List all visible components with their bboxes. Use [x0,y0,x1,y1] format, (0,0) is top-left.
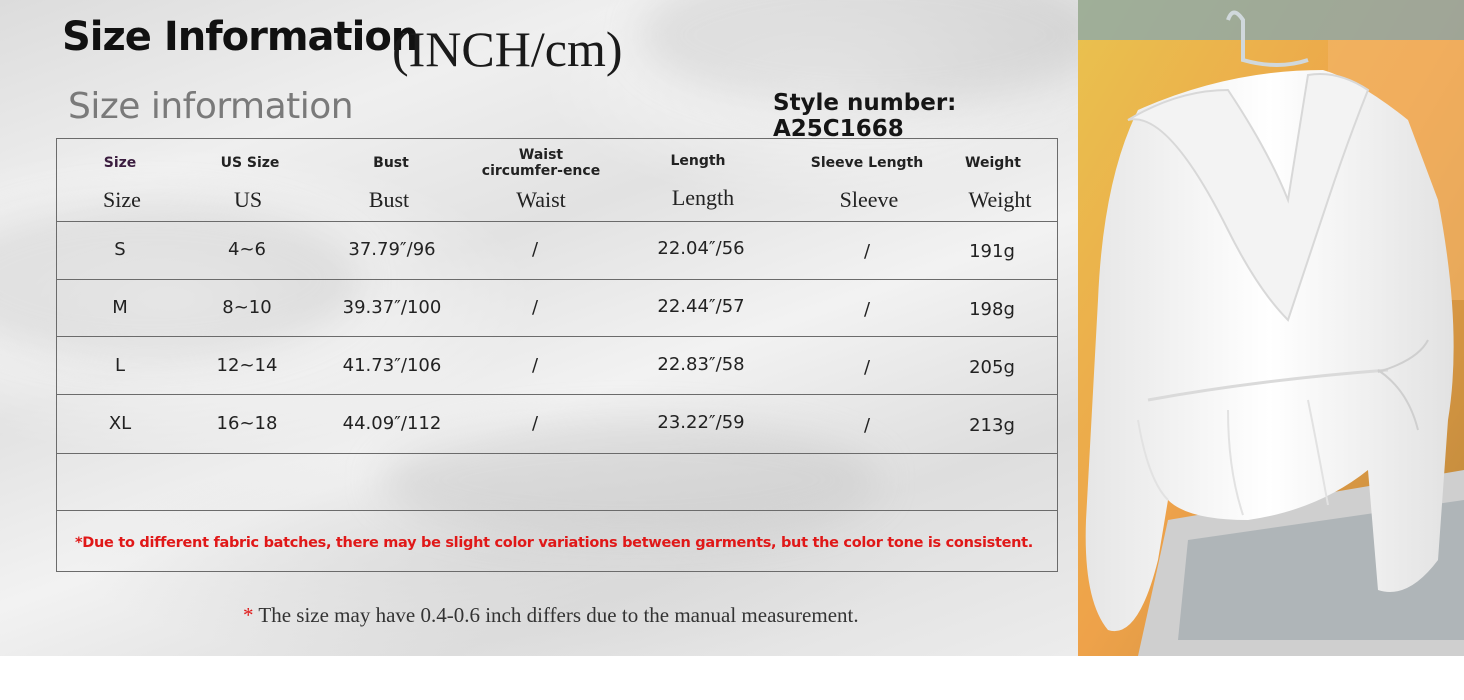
cell-sleeve: / [863,415,871,436]
row-divider [57,453,1057,454]
cell-bust: 39.37″/100 [342,297,442,318]
column-header-waist: Waist circumfer-ence [481,147,601,179]
cell-waist: / [531,297,539,318]
column-subheader-length: Length [671,185,735,210]
column-subheader-weight: Weight [968,187,1032,212]
cell-size: L [114,355,126,376]
row-divider [57,279,1057,280]
column-header-bust: Bust [373,155,409,171]
cell-us-size: 16~18 [216,413,278,434]
page-subtitle: Size information [68,86,354,127]
note-asterisk: * [243,603,254,627]
page-title: Size Information [62,14,419,60]
column-subheader-size: Size [103,187,141,212]
column-header-size: Size [103,155,137,171]
cell-us-size: 4~6 [228,239,266,260]
row-divider [57,221,1057,222]
row-divider [57,510,1057,511]
style-number: Style number: A25C1668 [773,90,957,142]
column-header-weight: Weight [965,155,1021,171]
product-photo [1078,0,1464,656]
column-subheader-waist: Waist [516,187,566,212]
column-header-sleeve: Sleeve Length [810,155,924,171]
cell-weight: 213g [969,415,1015,436]
cell-length: 22.83″/58 [657,354,745,375]
cell-bust: 37.79″/96 [348,239,436,260]
column-header-length: Length [670,153,726,169]
cell-waist: / [531,413,539,434]
column-subheader-us: US [233,187,263,212]
cell-us-size: 12~14 [216,355,278,376]
cell-length: 22.04″/56 [657,238,745,259]
measurement-note [243,603,859,628]
column-header-us-size: US Size [220,155,280,171]
cell-bust: 44.09″/112 [342,413,442,434]
cell-length: 22.44″/57 [657,296,745,317]
cell-sleeve: / [863,299,871,320]
size-table [56,138,1058,572]
cell-waist: / [531,355,539,376]
column-subheader-sleeve: Sleeve [839,187,899,212]
blouse-illustration [1078,0,1464,656]
cell-waist: / [531,239,539,260]
cell-bust: 41.73″/106 [342,355,442,376]
cell-sleeve: / [863,241,871,262]
color-variation-note: *Due to different fabric batches, there may be slight color variations between garments, but the color tone is consistent. [75,535,1033,551]
cell-sleeve: / [863,357,871,378]
cell-weight: 198g [969,299,1015,320]
measurement-note-text: The size may have 0.4-0.6 inch differs due to the manual measurement. [253,603,859,627]
unit-label: (INCH/cm) [392,21,623,77]
cell-weight: 191g [969,241,1015,262]
cell-length: 23.22″/59 [657,412,745,433]
column-subheader-bust: Bust [368,187,410,212]
cell-size: S [114,239,126,260]
cell-size: XL [108,413,132,434]
row-divider [57,394,1057,395]
cell-weight: 205g [969,357,1015,378]
cell-us-size: 8~10 [222,297,272,318]
row-divider [57,336,1057,337]
cell-size: M [112,297,128,318]
